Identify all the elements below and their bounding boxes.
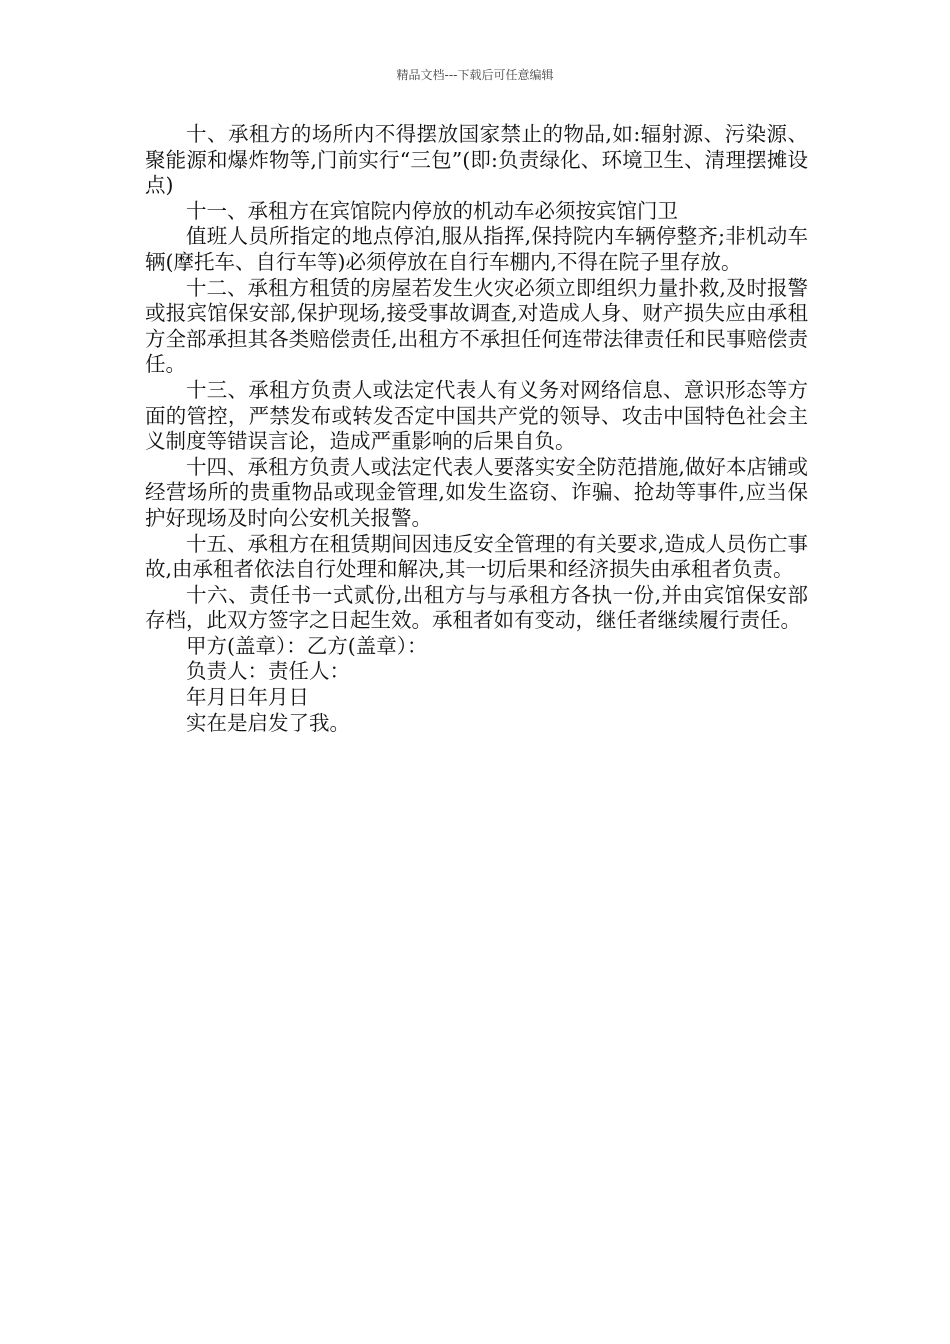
closing-remark: 实在是启发了我。 [186,710,350,735]
clause-11-continued: 值班人员所指定的地点停泊,服从指挥,保持院内车辆停整齐;非机动车辆(摩托车、自行车等)必须停放在自行车棚内,不得在院子里存放。 [145,224,808,274]
clause-15: 十五、承租方在租赁期间因违反安全管理的有关要求,造成人员伤亡事故,由承租者依法自行处理和解决,其一切后果和经济损失由承租者负责。 [145,531,808,582]
clause-13: 十三、承租方负责人或法定代表人有义务对网络信息、意识形态等方面的管控，严禁发布或转发否定中国共产党的领导、攻击中国特色社会主义制度等错误言论，造成严重影响的后果自负。 [145,377,808,454]
clause-14: 十四、承租方负责人或法定代表人要落实安全防范措施,做好本店铺或经营场所的贵重物品或现金管理,如发生盗窃、诈骗、抢劫等事件,应当保护好现场及时向公安机关报警。 [145,454,808,530]
clause-10: 十、承租方的场所内不得摆放国家禁止的物品,如:辐射源、污染源、聚能源和爆炸物等,门前实行“三包”(即:负责绿化、环境卫生、清理摆摊设点) [145,122,808,198]
clause-12: 十二、承租方租赁的房屋若发生火灾必须立即组织力量扑救,及时报警或报宾馆保安部,保护现场,接受事故调查,对造成人身、财产损失应由承租方全部承担其各类赔偿责任,出租方不承担任何连带法律责任和民事赔偿责任。 [145,275,808,377]
document-body [145,122,808,736]
party-seal-line: 甲方(盖章）：乙方(盖章）： [186,633,428,658]
clause-11: 十一、承租方在宾馆院内停放的机动车必须按宾馆门卫 [186,198,678,223]
page-header: 精品文档---下载后可任意编辑 [396,68,554,82]
clause-16: 十六、责任书一式贰份,出租方与与承租方各执一份,并由宾馆保安部存档，此双方签字之日起生效。承租者如有变动，继任者继续履行责任。 [145,582,808,633]
date-line: 年月日年月日 [186,685,309,710]
responsible-person-line: 负责人：责任人： [186,659,350,684]
